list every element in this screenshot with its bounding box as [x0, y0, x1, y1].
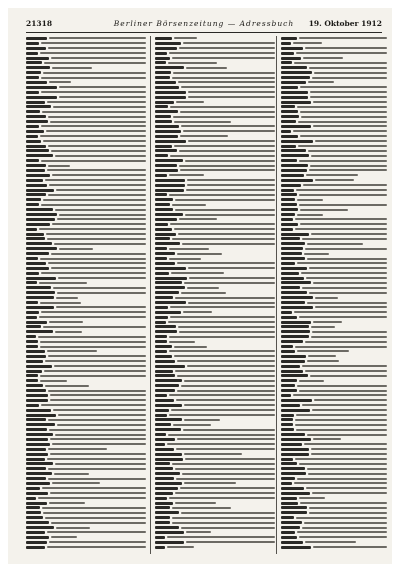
- page-date: 19. Oktober 1912: [308, 19, 382, 28]
- scanned-page: [8, 8, 392, 564]
- column-1: [26, 36, 146, 554]
- entry-line: [155, 545, 275, 550]
- running-title: Berliner Börsenzeitung — Adressbuch: [113, 19, 295, 28]
- column-2: [150, 36, 275, 554]
- column-3: [276, 36, 387, 554]
- page-header: [26, 18, 382, 33]
- entry-line: [281, 545, 387, 550]
- page-number: 21318: [26, 19, 53, 28]
- entry-line: [26, 545, 146, 550]
